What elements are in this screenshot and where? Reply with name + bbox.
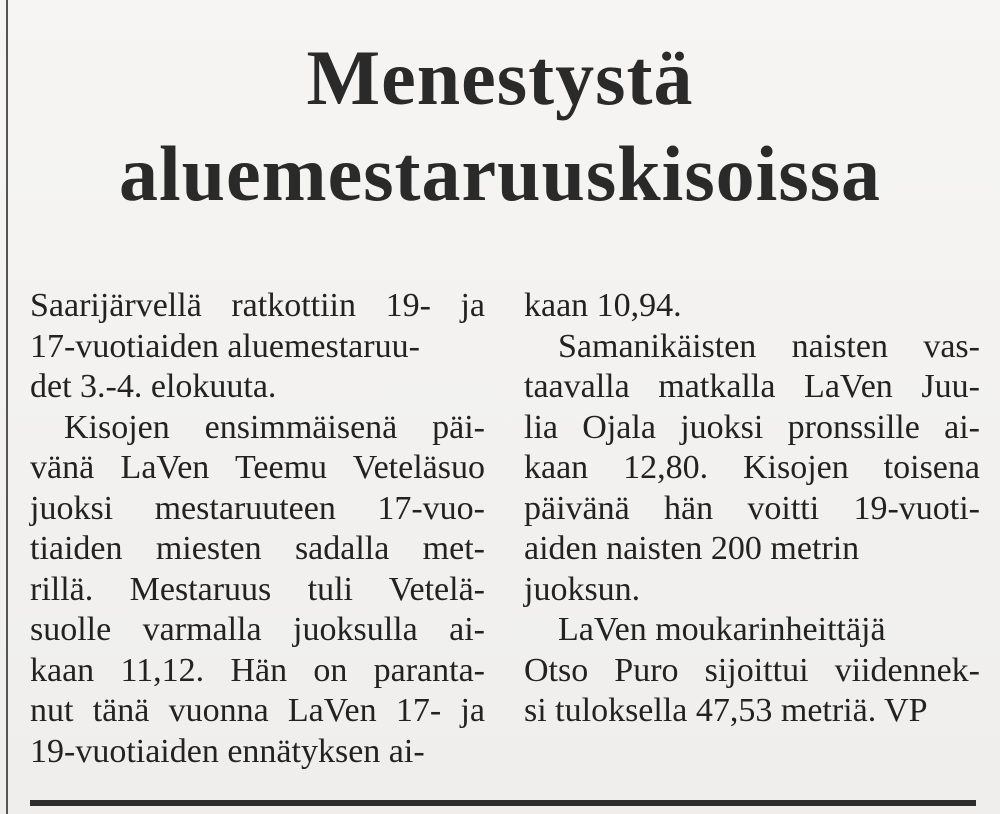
text-line: vänä LaVen Teemu Veteläsuo xyxy=(30,449,485,486)
text-line: kaan 10,94. xyxy=(524,287,682,324)
text-line: juoksun. xyxy=(524,570,641,608)
text-line: juoksi mestaruuteen 17-vuo- xyxy=(30,489,485,527)
text-line: päivänä hän voitti 19-vuoti- xyxy=(524,489,980,527)
text-line: Kisojen ensimmäisenä päi- xyxy=(64,408,485,446)
article-paragraph xyxy=(524,610,980,732)
article-paragraph xyxy=(524,286,980,327)
headline-line-2: aluemestaruuskisoissa xyxy=(118,130,882,217)
column-divider-rule xyxy=(6,0,8,814)
text-line: nut tänä vuonna LaVen 17- ja xyxy=(30,692,485,729)
text-line: kaan 11,12. Hän on paranta- xyxy=(30,651,485,689)
headline-line-1: Menestystä xyxy=(306,34,694,121)
text-line: Saarijärvellä ratkottiin 19- ja xyxy=(30,287,485,324)
article-paragraph xyxy=(524,327,980,611)
text-line: LaVen moukarinheittäjä xyxy=(558,611,886,648)
text-line: aiden naisten 200 metrin xyxy=(524,530,860,567)
text-line: 17-vuotiaiden aluemestaruu- xyxy=(30,327,420,365)
text-line: kaan 12,80. Kisojen toisena xyxy=(524,449,980,486)
article-headline xyxy=(20,30,980,222)
text-line: rillä. Mestaruus tuli Vetelä- xyxy=(30,570,485,608)
text-line: Samanikäisten naisten vas- xyxy=(558,327,980,365)
text-line: tiaiden miesten sadalla met- xyxy=(30,530,485,567)
text-line: lia Ojala juoksi pronssille ai- xyxy=(524,408,980,446)
bottom-divider-rule xyxy=(30,800,976,806)
text-line: Otso Puro sijoittui viidennek- xyxy=(524,651,980,689)
text-line: taavalla matkalla LaVen Juu- xyxy=(524,368,980,405)
article-paragraph xyxy=(30,286,485,408)
text-line: si tuloksella 47,53 metriä. VP xyxy=(524,692,928,729)
article-column-1 xyxy=(30,286,485,772)
text-line: suolle varmalla juoksulla ai- xyxy=(30,611,485,648)
article-column-2 xyxy=(524,286,980,732)
text-line: 19-vuotiaiden ennätyksen ai- xyxy=(30,732,425,770)
text-line: det 3.-4. elokuuta. xyxy=(30,368,277,405)
article-paragraph xyxy=(30,408,485,773)
